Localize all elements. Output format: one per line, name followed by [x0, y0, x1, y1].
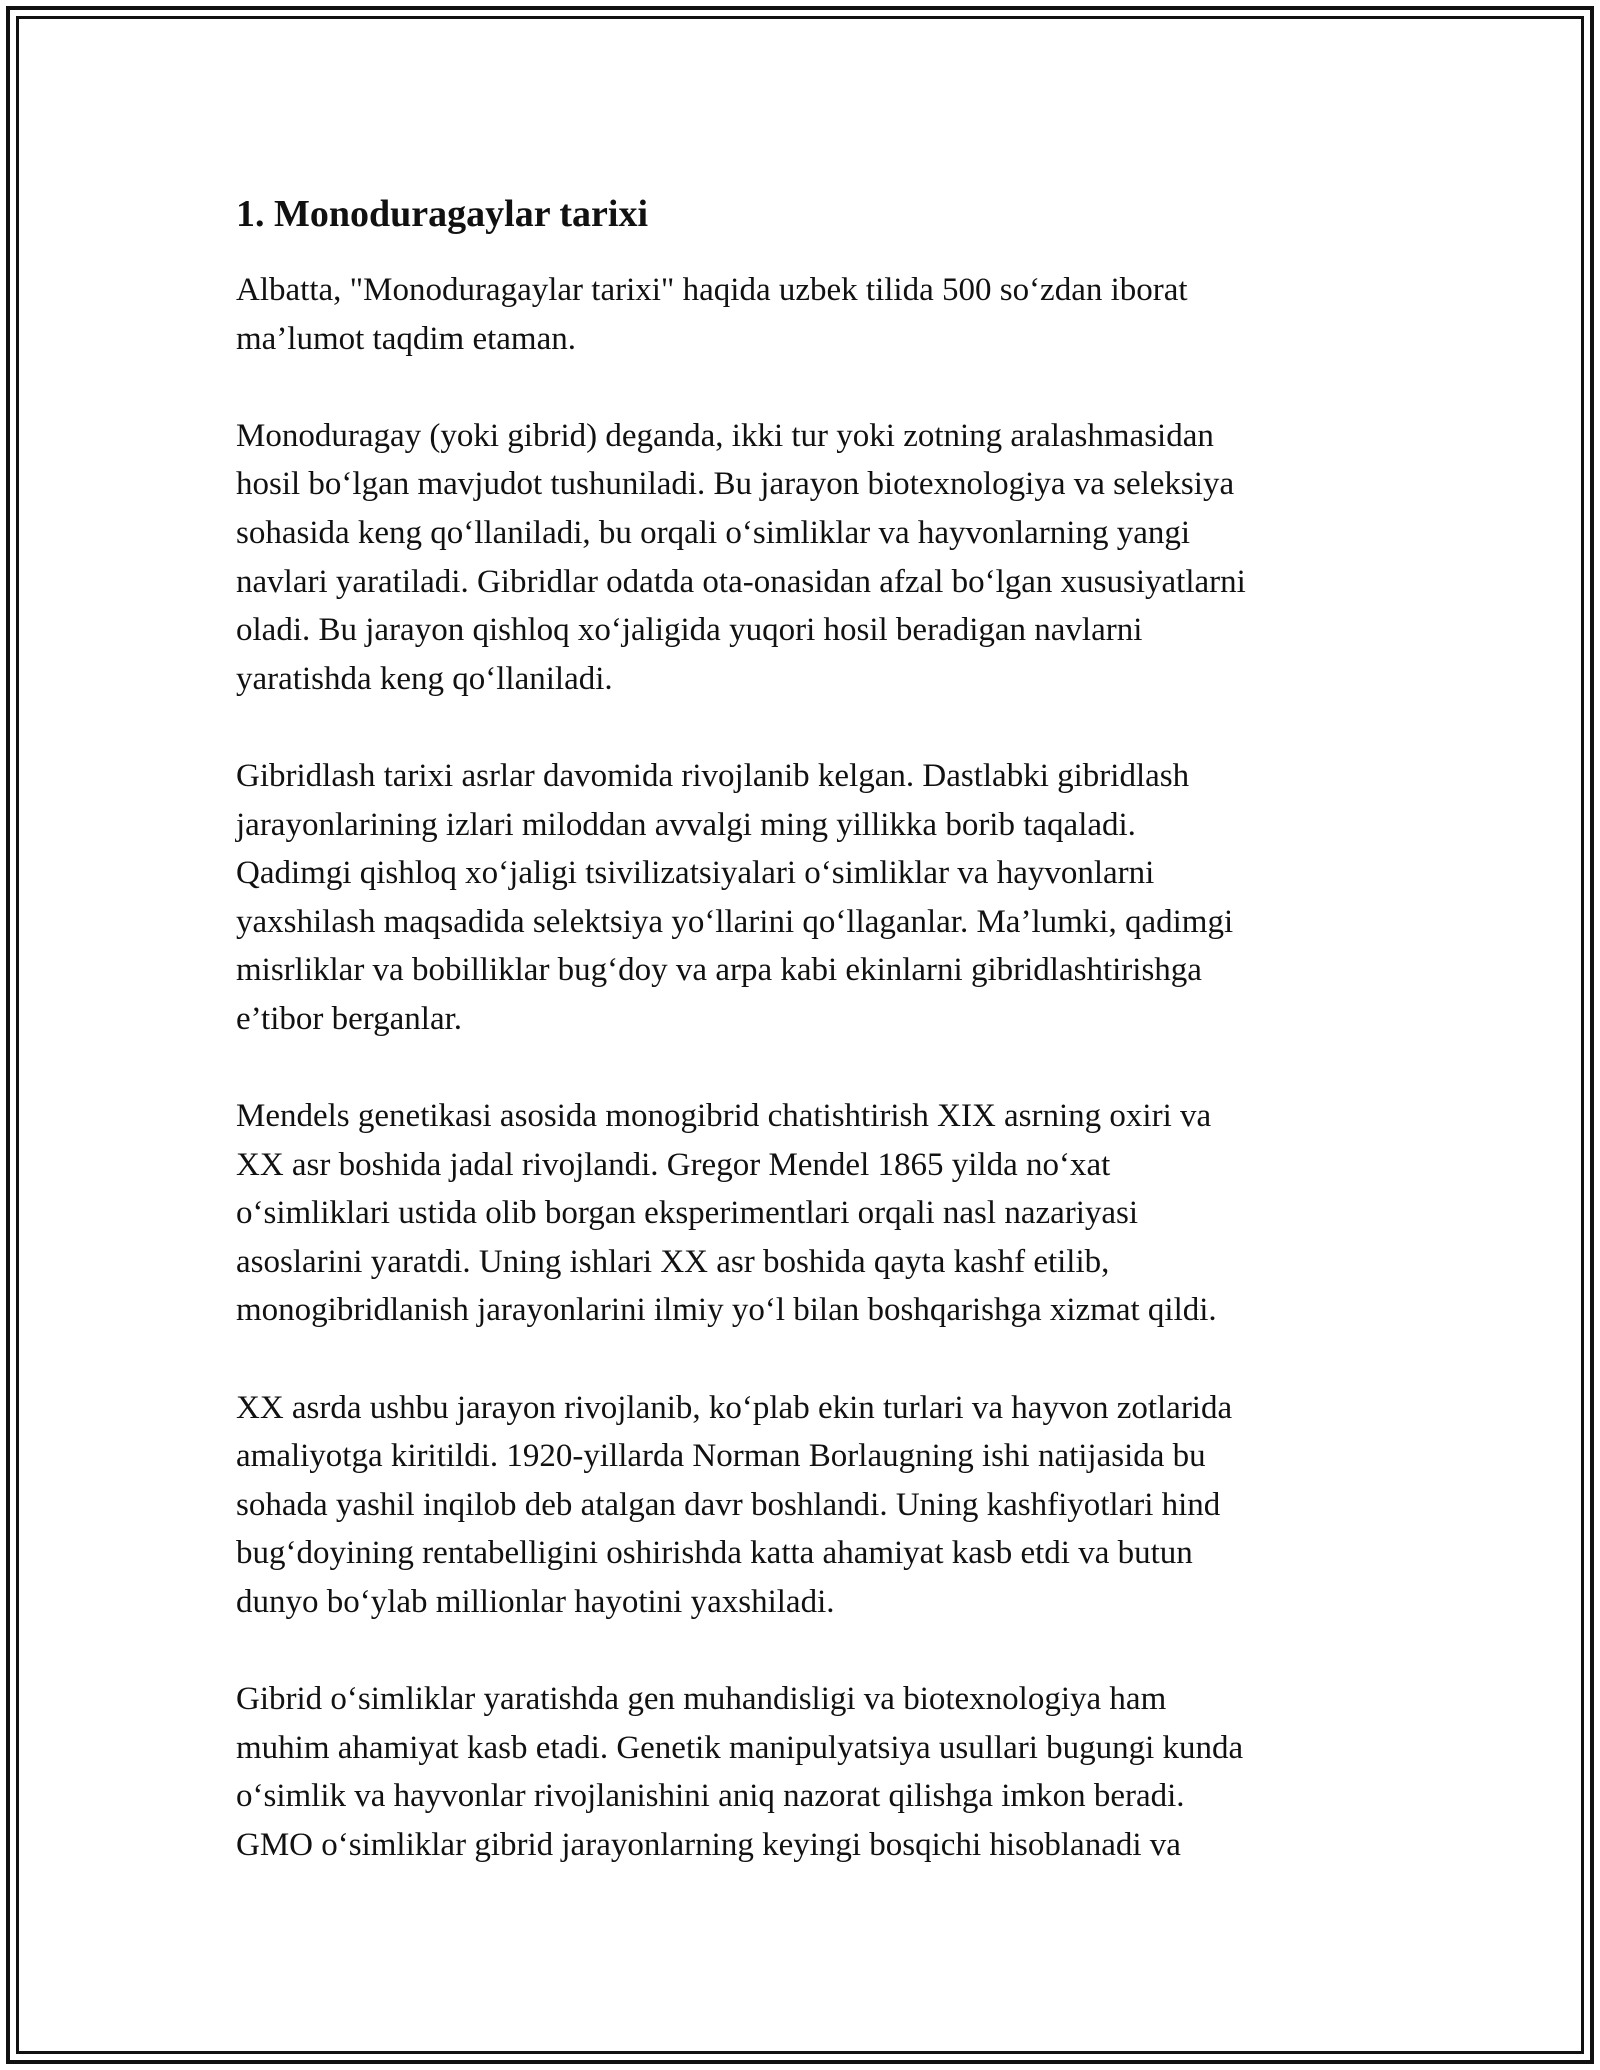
paragraph-line: monogibridlanish jarayonlarini ilmiy yo‘l bilan boshqarishga xizmat qildi.: [236, 1292, 1217, 1329]
paragraph-line: yaratishda keng qo‘llaniladi.: [236, 660, 613, 697]
paragraph-line: bug‘doyining rentabelligini oshirishda katta ahamiyat kasb etdi va butun: [236, 1535, 1193, 1572]
paragraph-line: hosil bo‘lgan mavjudot tushuniladi. Bu jarayon biotexnologiya va seleksiya: [236, 466, 1235, 503]
paragraph-line: o‘simliklari ustida olib borgan eksperimentlari orqali nasl nazariyasi: [236, 1195, 1139, 1232]
paragraph-line: jarayonlarining izlari miloddan avvalgi ming yillikka borib taqaladi.: [236, 806, 1136, 843]
paragraph: [236, 266, 1366, 363]
paragraph-line: XX asr boshida jadal rivojlandi. Gregor Mendel 1865 yilda no‘xat: [236, 1146, 1111, 1183]
paragraph-line: XX asrda ushbu jarayon rivojlanib, ko‘plab ekin turlari va hayvon zotlarida: [236, 1389, 1233, 1426]
paragraph-line: Gibridlash tarixi asrlar davomida rivojlanib kelgan. Dastlabki gibridlash: [236, 757, 1190, 794]
paragraph-line: navlari yaratiladi. Gibridlar odatda ota-onasidan afzal bo‘lgan xususiyatlarni: [236, 563, 1246, 600]
paragraph-line: Qadimgi qishloq xo‘jaligi tsivilizatsiyalari o‘simliklar va hayvonlarni: [236, 855, 1155, 892]
paragraph: [236, 1384, 1366, 1627]
paragraph-line: asoslarini yaratdi. Uning ishlari XX asr boshida qayta kashf etilib,: [236, 1243, 1110, 1280]
paragraph-line: e’tibor berganlar.: [236, 1000, 463, 1037]
paragraph-list: [236, 266, 1366, 1870]
paragraph-line: amaliyotga kiritildi. 1920-yillarda Norman Borlaugning ishi natijasida bu: [236, 1438, 1206, 1475]
paragraph-line: dunyo bo‘ylab millionlar hayotini yaxshiladi.: [236, 1584, 835, 1621]
paragraph: [236, 752, 1366, 1044]
paragraph-line: Monoduragay (yoki gibrid) deganda, ikki tur yoki zotning aralashmasidan: [236, 417, 1214, 454]
paragraph: [236, 1092, 1366, 1335]
paragraph-line: Gibrid o‘simliklar yaratishda gen muhandisligi va biotexnologiya ham: [236, 1681, 1167, 1718]
paragraph: [236, 1675, 1366, 1869]
document-body: [236, 188, 1366, 1918]
paragraph-line: sohada yashil inqilob deb atalgan davr boshlandi. Uning kashfiyotlari hind: [236, 1486, 1221, 1523]
paragraph-line: misrliklar va bobilliklar bug‘doy va arpa kabi ekinlarni gibridlashtirishga: [236, 952, 1202, 989]
paragraph-line: Mendels genetikasi asosida monogibrid chatishtirish XIX asrning oxiri va: [236, 1098, 1212, 1135]
paragraph-line: oladi. Bu jarayon qishloq xo‘jaligida yuqori hosil beradigan navlarni: [236, 612, 1143, 649]
section-heading: 1. Monoduragaylar tarixi: [236, 193, 649, 235]
paragraph-line: o‘simlik va hayvonlar rivojlanishini aniq nazorat qilishga imkon beradi.: [236, 1778, 1185, 1815]
paragraph: [236, 412, 1366, 704]
paragraph-line: Albatta, "Monoduragaylar tarixi" haqida uzbek tilida 500 so‘zdan iborat: [236, 272, 1188, 308]
paragraph-line: sohasida keng qo‘llaniladi, bu orqali o‘simliklar va hayvonlarning yangi: [236, 514, 1191, 551]
paragraph-line: yaxshilash maqsadida selektsiya yo‘llarini qo‘llaganlar. Ma’lumki, qadimgi: [236, 903, 1234, 940]
paragraph-line: GMO o‘simliklar gibrid jarayonlarning keyingi bosqichi hisoblanadi va: [236, 1827, 1181, 1863]
paragraph-line: ma’lumot taqdim etaman.: [236, 320, 576, 357]
paragraph-line: muhim ahamiyat kasb etadi. Genetik manipulyatsiya usullari bugungi kunda: [236, 1729, 1244, 1766]
